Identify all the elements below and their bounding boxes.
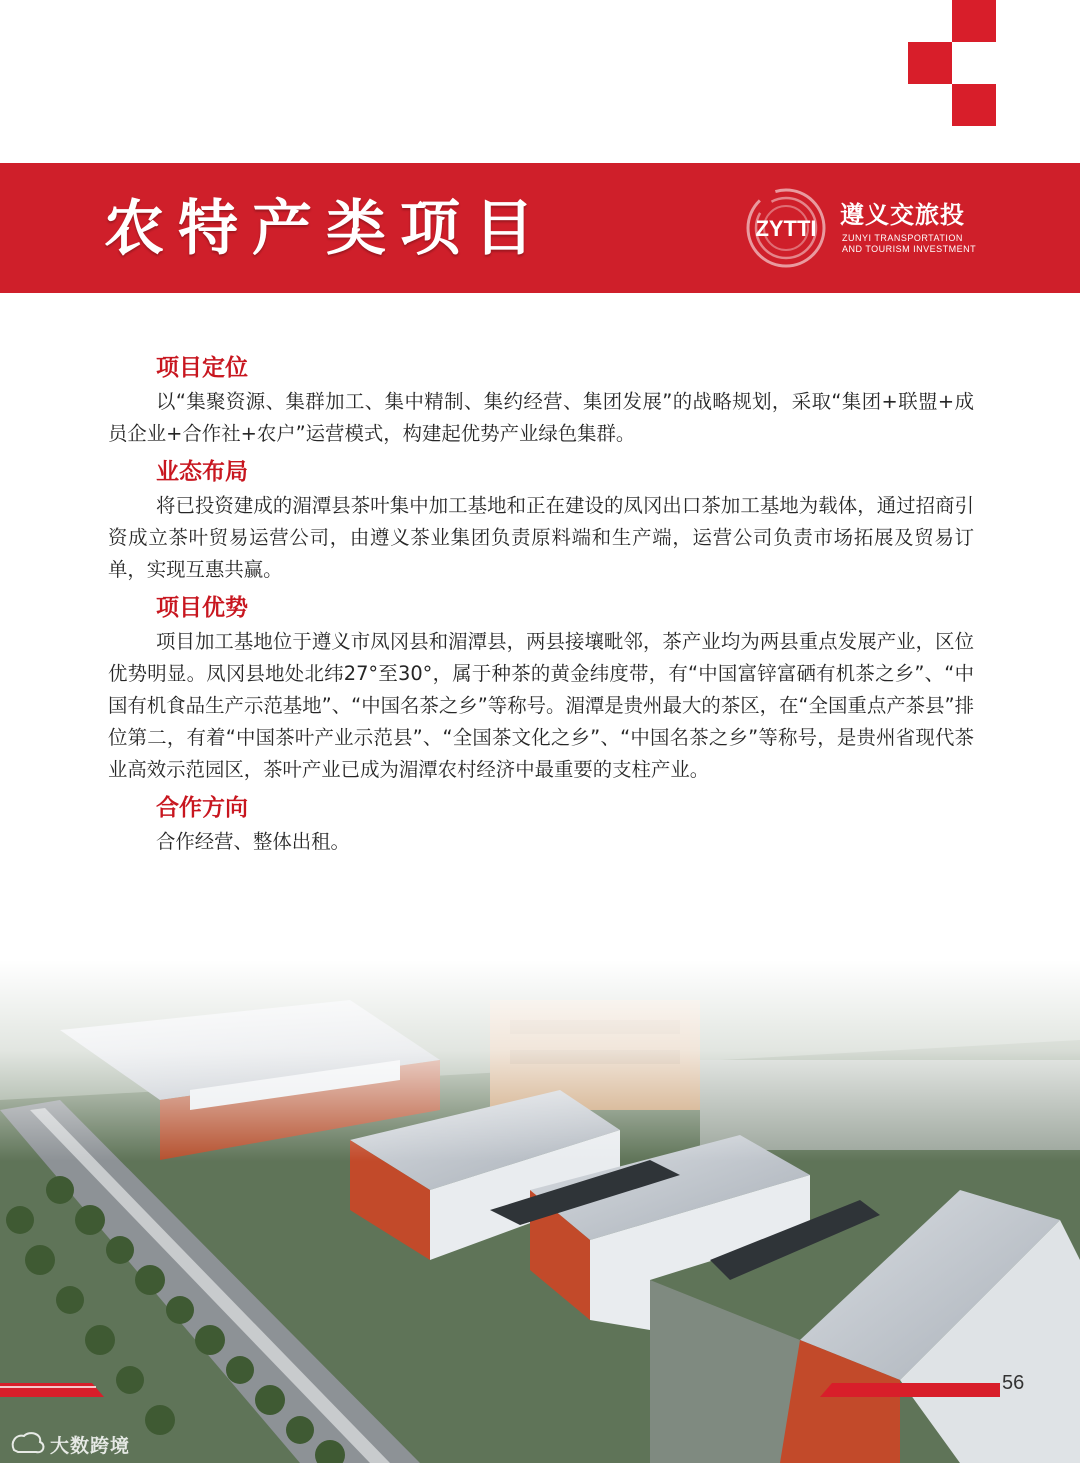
company-logo xyxy=(736,185,986,271)
section-layout xyxy=(108,454,974,586)
section-heading: 项目定位 xyxy=(156,355,248,381)
section-positioning xyxy=(108,350,974,450)
section-heading: 业态布局 xyxy=(156,459,248,485)
logo-emblem-icon xyxy=(736,185,836,271)
page-stripe-left xyxy=(0,1383,104,1397)
section-cooperation xyxy=(108,790,974,858)
content-area xyxy=(108,350,974,862)
corner-deco-square xyxy=(952,84,996,126)
section-paragraph: 将已投资建成的湄潭县茶叶集中加工基地和正在建设的凤冈出口茶加工基地为载体，通过招商引资成立茶叶贸易运营公司，由遵义茶业集团负责原料端和生产端，运营公司负责市场拓展及贸易订单，实现互惠共赢。 xyxy=(108,494,974,581)
section-heading: 合作方向 xyxy=(156,795,248,821)
page-number: 56 xyxy=(1002,1372,1025,1394)
logo-name-cn: 遵义交旅投 xyxy=(840,201,965,229)
page-title: 农特产类项目 xyxy=(104,194,548,264)
logo-abbr: ZYTTI xyxy=(755,216,817,241)
section-paragraph: 项目加工基地位于遵义市凤冈县和湄潭县，两县接壤毗邻，茶产业均为两县重点发展产业，区位优势明显。凤冈县地处北纬27°至30°，属于种茶的黄金纬度带，有“中国富锌富硒有机茶之乡”、“中国有机食品生产示范基地”、“中国名茶之乡”等称号。湄潭是贵州最大的茶区，在“全国重点产茶县”排位第二，有着“中国茶叶产业示范县”、“全国茶文化之乡”、“中国名茶之乡”等称号，是贵州省现代茶业高效示范园区，茶叶产业已成为湄潭农村经济中最重要的支柱产业。 xyxy=(108,630,974,781)
corner-deco-square xyxy=(908,42,952,84)
section-heading: 项目优势 xyxy=(156,595,248,621)
logo-name-en xyxy=(842,233,976,255)
section-paragraph: 合作经营、整体出租。 xyxy=(156,830,350,853)
logo-name-en-line2: AND TOURISM INVESTMENT xyxy=(842,244,977,254)
section-advantages xyxy=(108,590,974,786)
corner-deco-square xyxy=(952,0,996,42)
section-paragraph: 以“集聚资源、集群加工、集中精制、集约经营、集团发展”的战略规划，采取“集团+联盟+成员企业+合作社+农户”运营模式，构建起优势产业绿色集群。 xyxy=(108,390,974,445)
watermark-text: 大数跨境 xyxy=(50,1435,131,1457)
page-stripe-right xyxy=(820,1383,1080,1397)
title-banner xyxy=(0,163,1080,293)
logo-name-en-line1: ZUNYI TRANSPORTATION xyxy=(842,233,963,243)
